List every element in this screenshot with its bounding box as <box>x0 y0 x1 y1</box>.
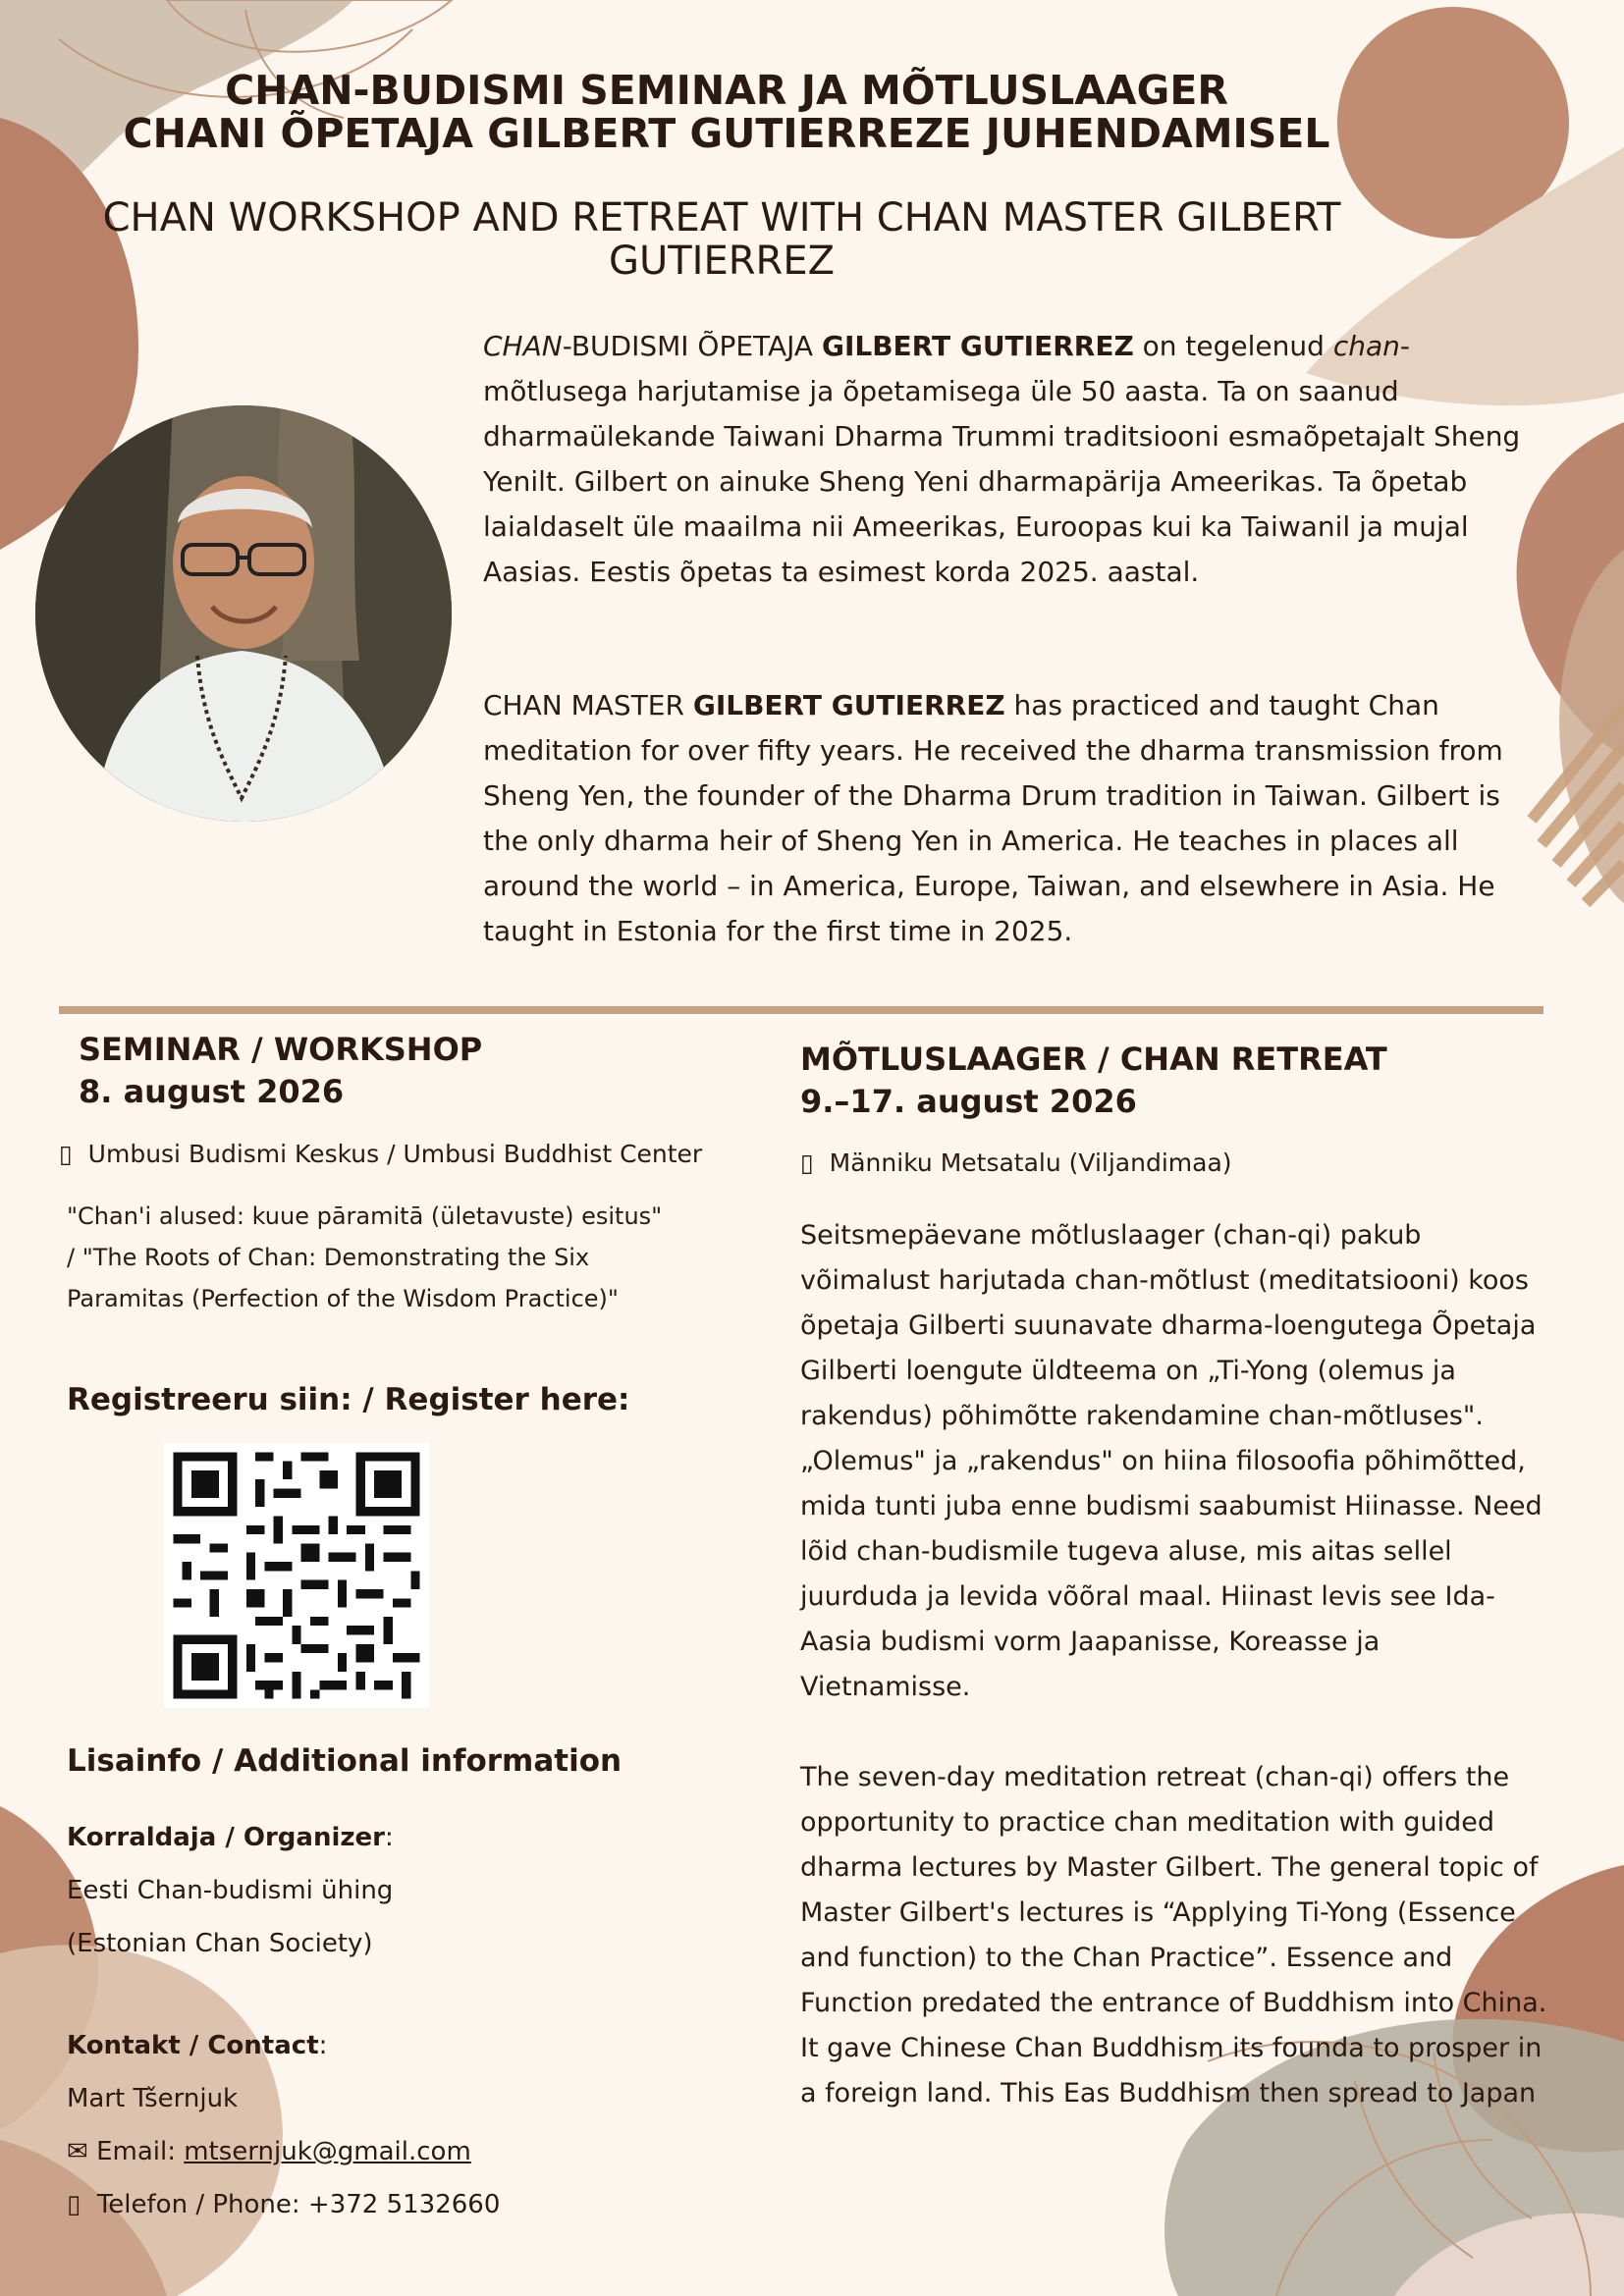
location-pin-icon: ▯ <box>59 1140 73 1168</box>
organizer-line2: (Estonian Chan Society) <box>67 1929 373 1958</box>
organizer-block: Korraldaja / Organizer: Eesti Chan-budismi ühing (Estonian Chan Society) <box>67 1811 394 1970</box>
bio-estonian <box>483 324 1534 595</box>
seminar-topic <box>67 1196 662 1319</box>
title-et-line1: CHAN-BUDISMI SEMINAR JA MÕTLUSLAAGER <box>225 67 1228 114</box>
email-label: Email: <box>96 2137 185 2166</box>
portrait-photo <box>35 405 452 822</box>
seminar-topic-line1: "Chan'i alused: kuue pāramitā (ületavuste) esitus" <box>67 1202 663 1230</box>
bio-et-lead: -BUDISMI ÕPETAJA <box>562 330 822 362</box>
phone-text: Telefon / Phone: +372 5132660 <box>96 2190 501 2219</box>
retreat-heading <box>800 1039 1387 1123</box>
retreat-location <box>800 1143 1232 1184</box>
section-divider <box>59 1006 1543 1014</box>
chan-word: CHAN <box>483 330 563 362</box>
retreat-desc-et: Seitsmepäevane mõtluslaager (chan-qi) pakub võimalust harjutada chan-mõtlust (meditatsiooni) koos õpetaja Gilberti suunavate dharma-loengutega Õpetaja Gilberti loengute üldteema on „Ti-Yong (olemus ja rakendus) põhimõtte rakendamine chan-mõtluses". „Olemus" ja „rakendus" on hiina filosoofia põhimõtted, mida tunti juba enne budismi saabumist Hiinasse. Need lõid chan-budismile tugeva aluse, mis aitas sellel juurduda ja levida võõral maal. Hiinast levis see Ida-Aasia budismi vorm Jaapanisse, Koreasse ja Vietnamisse. <box>800 1220 1543 1702</box>
chan-italic: chan <box>1332 330 1400 362</box>
contact-label: Kontakt / Contact <box>67 2031 319 2060</box>
bio-en-body: has practiced and taught Chan meditation for over fifty years. He received the dharma transmission from Sheng Yen, the founder of the Dharma Drum tradition in Taiwan. Gilbert is the only dharma heir of Sheng Yen in America. He teaches in places all around the world – in America, Europe, Taiwan, and elsewhere in Asia. He taught in Estonia for the first time in 2025. <box>483 689 1503 947</box>
bio-et-body: -mõtlusega harjutamise ja õpetamisega üle 50 aasta. Ta on saanud dharmaülekande Taiwani Dharma Trummi traditsiooni esmaõpetajalt Sheng Yenilt. Gilbert on ainuke Sheng Yeni dharmapärija Ameerikas. Ta õpetab laialdaselt üle maailma nii Ameerikas, Euroopas kui ka Taiwanil ja mujal Aasias. Eestis õpetas ta esimest korda 2025. aastal. <box>483 330 1521 588</box>
phone-icon: ▯ <box>67 2190 81 2219</box>
bio-english <box>483 683 1534 954</box>
title-et-line2: CHANI ÕPETAJA GILBERT GUTIERREZE JUHENDAMISEL <box>123 110 1330 157</box>
contact-name: Mart Tšernjuk <box>67 2084 239 2113</box>
seminar-heading <box>79 1029 482 1113</box>
seminar-date: 8. august 2026 <box>79 1073 345 1110</box>
email-row <box>67 2125 500 2178</box>
seminar-location-text: Umbusi Budismi Keskus / Umbusi Buddhist Center <box>87 1140 703 1168</box>
retreat-desc-en: The seven-day meditation retreat (chan-qi) offers the opportunity to practice chan meditation with guided dharma lectures by Master Gilbert. The general topic of Master Gilbert's lectures is “Applying Ti-Yong (Essence and function) to the Chan Practice”. Essence and Function predated the entrance of Buddhism into China. It gave Chinese Chan Buddhism its founda to prosper in a foreign land. This Eas Buddhism then spread to Japan <box>800 1762 1547 2109</box>
retreat-date: 9.–17. august 2026 <box>800 1083 1137 1120</box>
qr-code[interactable] <box>164 1443 429 1708</box>
email-link[interactable]: mtsernjuk@gmail.com <box>184 2137 471 2166</box>
organizer-label: Korraldaja / Organizer <box>67 1823 385 1852</box>
title-english <box>79 196 1365 283</box>
contact-block: Kontakt / Contact: Mart Tšernjuk ✉ Email: mtsernjuk@gmail.com ▯ Telefon / Phone: +372 5132660 <box>67 2019 500 2231</box>
envelope-icon: ✉ <box>67 2137 88 2166</box>
seminar-topic-line3: Paramitas (Perfection of the Wisdom Practice)" <box>67 1285 619 1312</box>
seminar-location <box>59 1134 702 1175</box>
bio-en-name: GILBERT GUTIERREZ <box>692 689 1005 721</box>
additional-info-heading: Lisainfo / Additional information <box>67 1743 623 1779</box>
location-pin-icon: ▯ <box>800 1148 814 1177</box>
phone-row <box>67 2178 500 2231</box>
title-en-line1: CHAN WORKSHOP AND RETREAT WITH CHAN MASTER GILBERT <box>102 195 1341 240</box>
seminar-topic-line2: / "The Roots of Chan: Demonstrating the Six <box>67 1244 590 1271</box>
retreat-description <box>800 1213 1556 2162</box>
bio-et-name: GILBERT GUTIERREZ <box>821 330 1134 362</box>
retreat-location-text: Männiku Metsatalu (Viljandimaa) <box>829 1148 1232 1177</box>
seminar-title: SEMINAR / WORKSHOP <box>79 1031 483 1068</box>
organizer-line1: Eesti Chan-budismi ühing <box>67 1876 394 1905</box>
title-estonian <box>0 69 1453 155</box>
bio-en-lead: CHAN MASTER <box>483 689 693 721</box>
register-label: Registreeru siin: / Register here: <box>67 1382 630 1417</box>
title-en-line2: GUTIERREZ <box>608 239 836 284</box>
retreat-title: MÕTLUSLAAGER / CHAN RETREAT <box>800 1041 1387 1078</box>
bio-et-body-start: on tegelenud <box>1133 330 1333 362</box>
